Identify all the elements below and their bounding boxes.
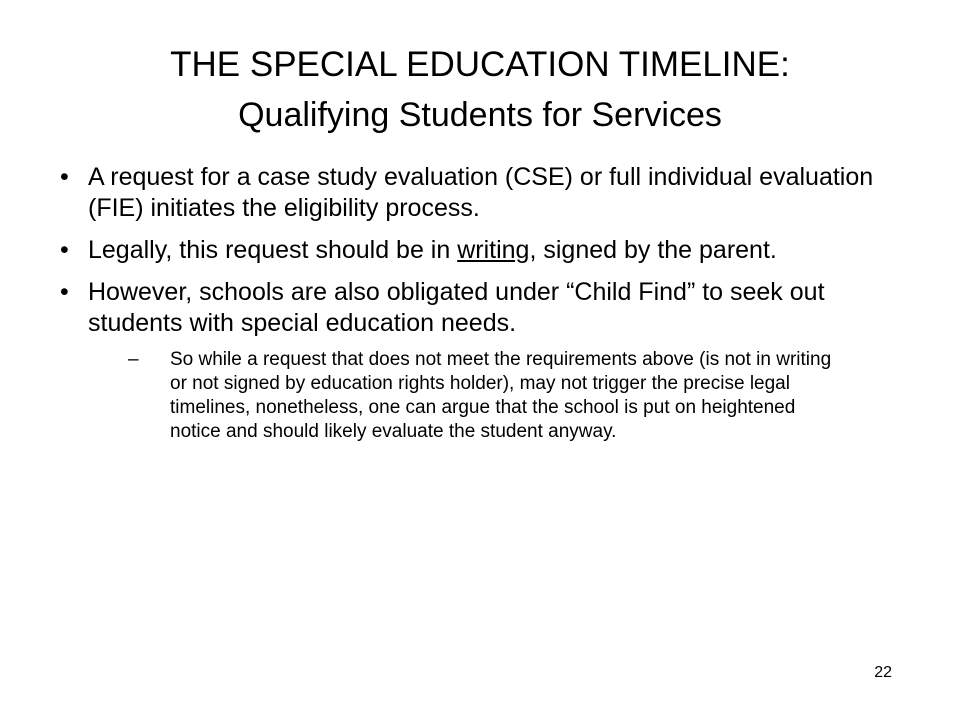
bullet-text: However, schools are also obligated under “Child Find” to seek out students with special education needs. xyxy=(88,278,825,337)
title-line-2: Qualifying Students for Services xyxy=(238,96,722,134)
bullet-text-before: Legally, this request should be in xyxy=(88,236,458,264)
sub-bullet-marker: – xyxy=(128,349,139,370)
bullet-text-after: , signed by the parent. xyxy=(529,236,777,264)
slide-title xyxy=(60,40,900,140)
underlined-word-writing: writing xyxy=(457,236,530,264)
bullet-text: A request for a case study evaluation (CSE) or full individual evaluation (FIE) initiates the eligibility process. xyxy=(88,163,874,222)
bullet-item-child-find xyxy=(60,277,900,339)
title-line-1: THE SPECIAL EDUCATION TIMELINE: xyxy=(170,45,790,84)
bullet-item-cse-request xyxy=(60,162,900,224)
slide-body xyxy=(60,162,900,444)
bullet-marker: • xyxy=(60,236,69,264)
bullet-text xyxy=(88,235,900,266)
page-number: 22 xyxy=(874,664,892,681)
sub-bullet-item xyxy=(128,348,848,444)
bullet-marker: • xyxy=(60,278,69,306)
bullet-item-legal-writing xyxy=(60,235,900,266)
sub-bullet-text: So while a request that does not meet the requirements above (is not in writing or not signed by education rights holder), may not trigger the precise legal timelines, nonetheless, one can argue that the school is put on heightened notice and should likely evaluate the student anyway. xyxy=(170,349,832,442)
bullet-marker: • xyxy=(60,163,69,191)
